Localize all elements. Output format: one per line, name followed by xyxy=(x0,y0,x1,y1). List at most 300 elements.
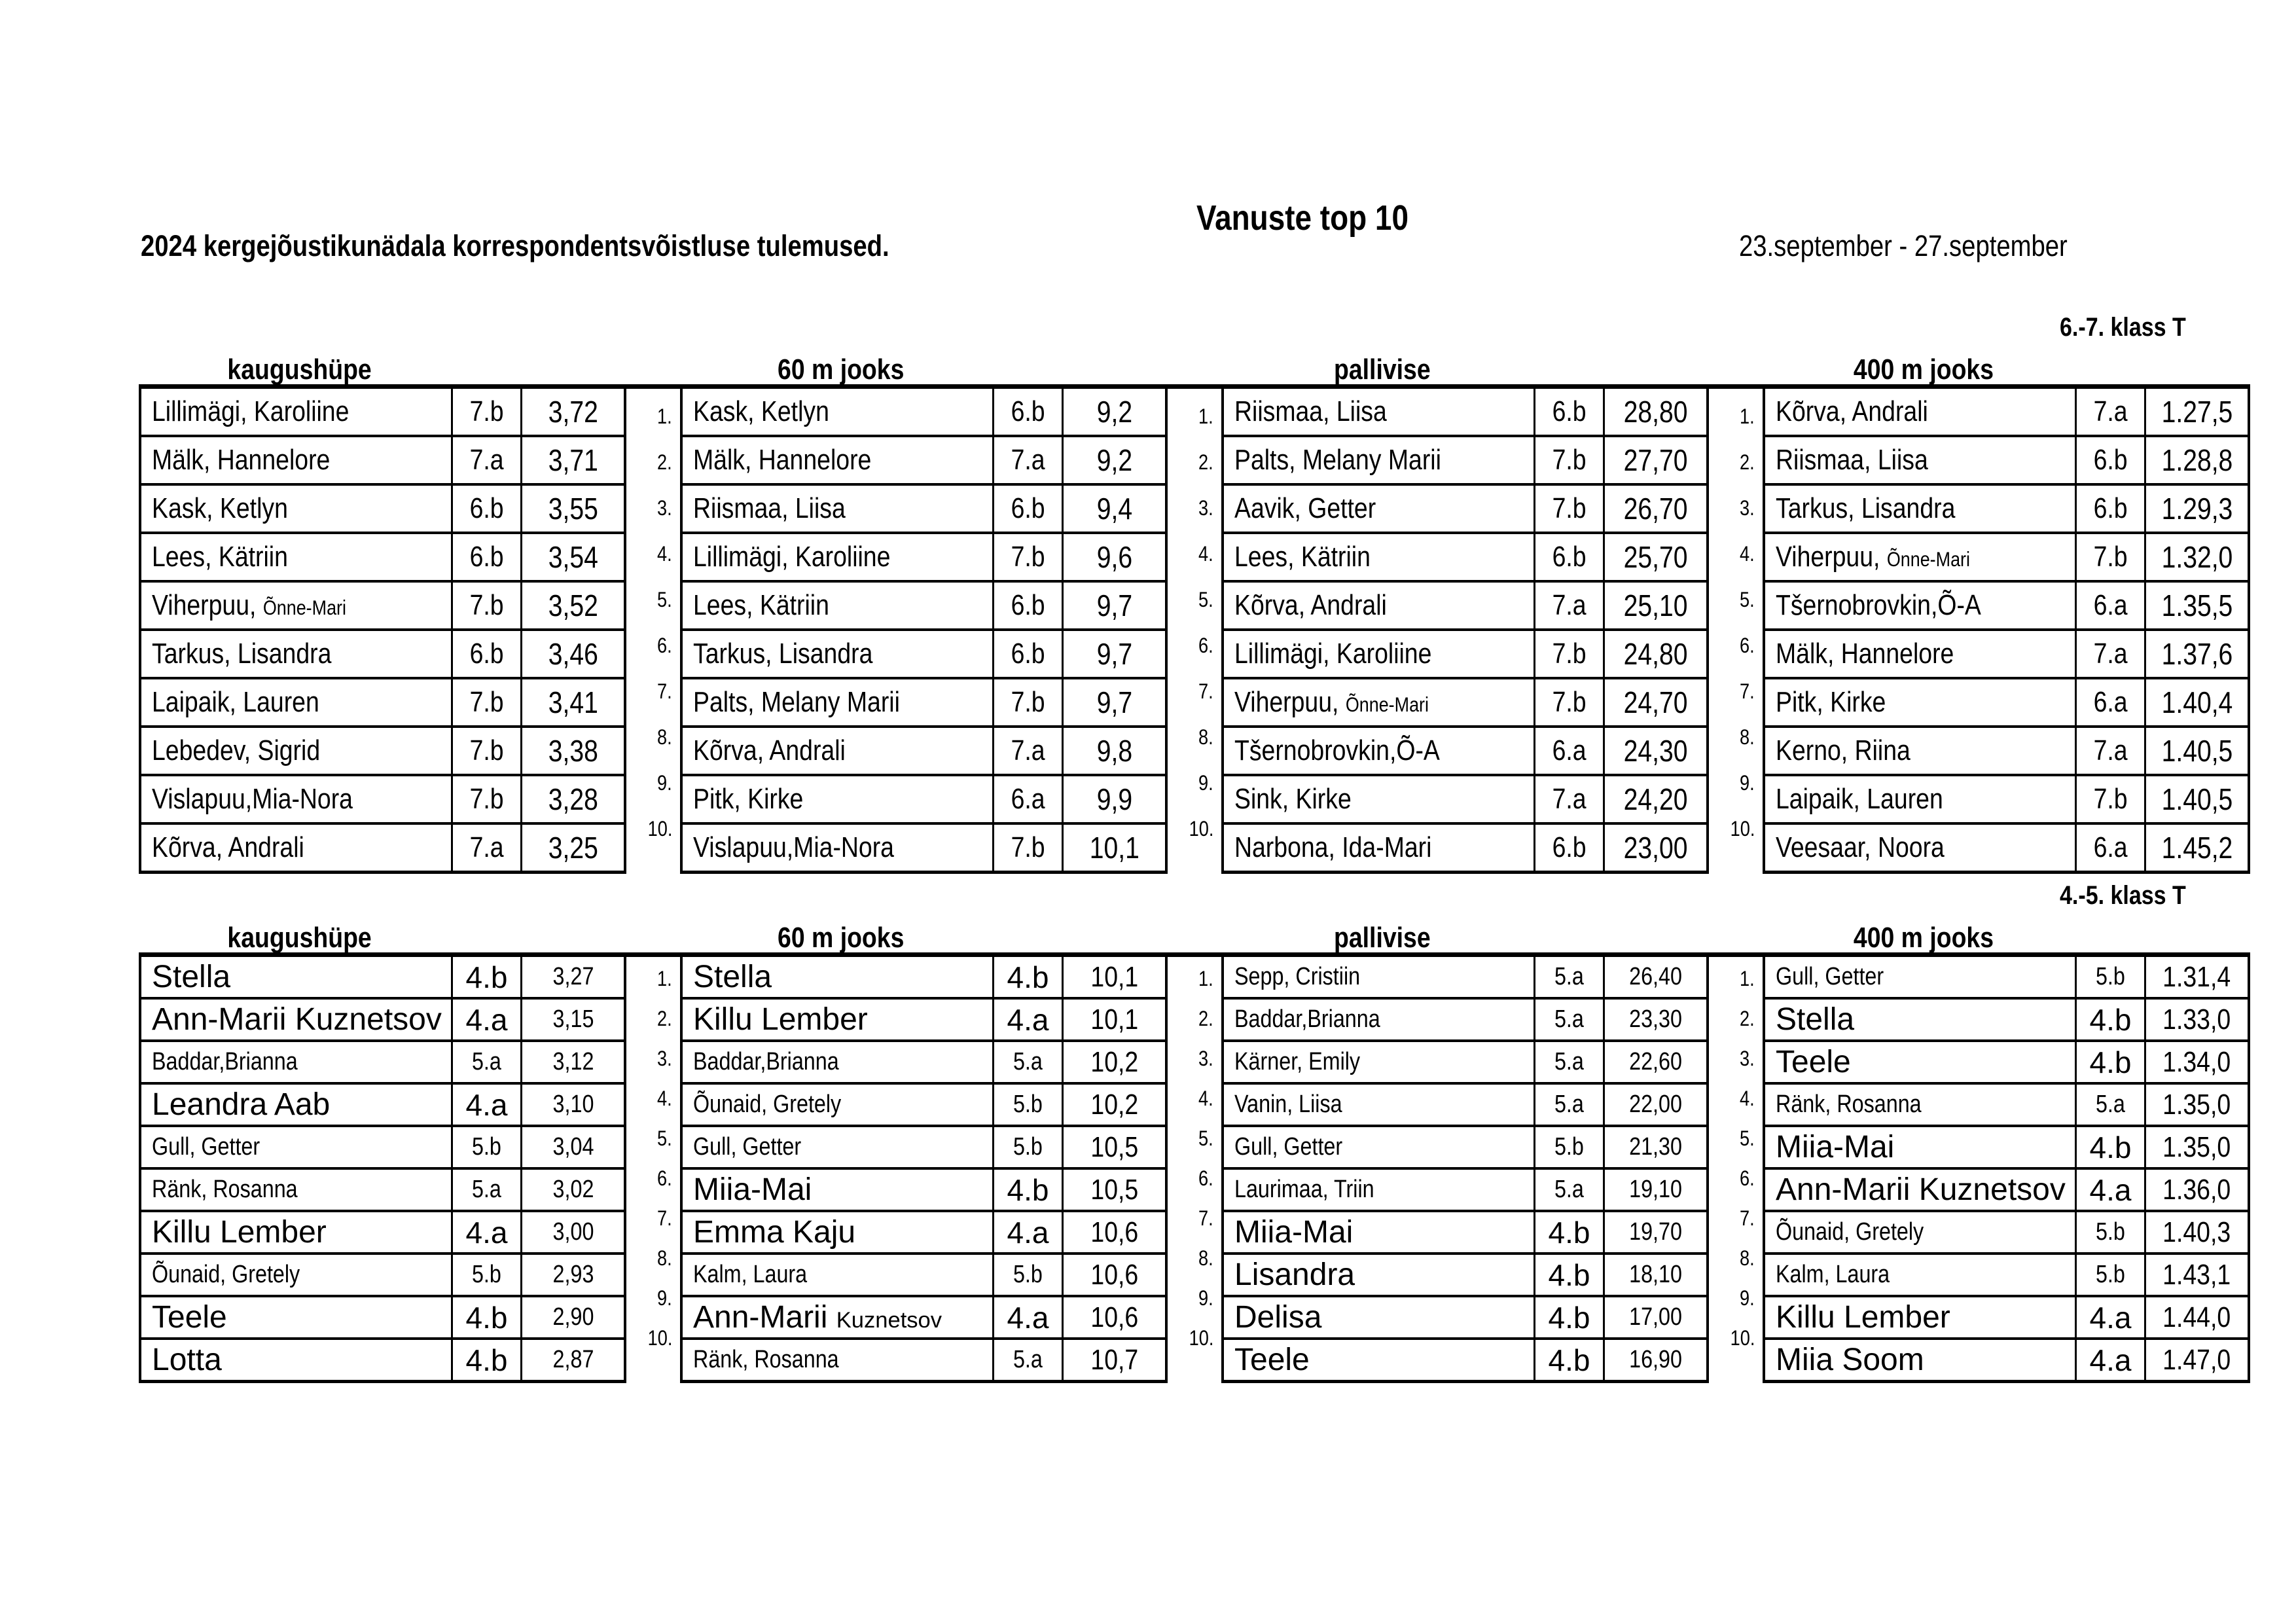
table-row xyxy=(683,486,1165,534)
rank-text: 10. xyxy=(1730,1326,1755,1350)
athlete-name: Kask, Ketlyn xyxy=(693,395,829,427)
result-value: 1.29,3 xyxy=(2161,492,2233,526)
class-cell xyxy=(2077,825,2146,871)
rank-text: 7. xyxy=(1198,1206,1213,1230)
athlete-name: Lillimägi, Karoliine xyxy=(693,541,891,573)
rank-cell xyxy=(626,1117,680,1157)
name-cell xyxy=(683,1127,994,1167)
name-cell xyxy=(683,1000,994,1039)
table-row xyxy=(141,1085,624,1127)
table-title xyxy=(1221,353,1543,386)
name-cell xyxy=(141,1170,453,1210)
result-cell xyxy=(2146,631,2248,677)
result-value: 3,52 xyxy=(548,588,598,623)
table-row xyxy=(141,1255,624,1297)
class-cell xyxy=(994,1297,1064,1337)
result-value: 1.36,0 xyxy=(2162,1173,2231,1206)
table-row xyxy=(1765,1255,2248,1297)
rank-cell xyxy=(1168,801,1221,847)
tables-row xyxy=(139,384,2250,874)
result-value: 1.40,3 xyxy=(2162,1216,2231,1248)
class-cell xyxy=(994,631,1064,677)
name-cell xyxy=(683,1340,994,1380)
rank-cell xyxy=(1709,1197,1763,1236)
name-cell xyxy=(141,1340,453,1380)
name-cell xyxy=(683,776,994,822)
result-cell xyxy=(2146,1255,2248,1295)
athlete-name: Lillimägi, Karoliine xyxy=(152,395,350,427)
section-label xyxy=(139,881,2186,911)
class-cell xyxy=(994,486,1064,532)
table-row xyxy=(1224,1000,1706,1042)
athlete-name: Lotta xyxy=(152,1343,222,1377)
class-value: 5.b xyxy=(2096,1218,2125,1246)
rank-text: 6. xyxy=(1198,634,1213,657)
result-value: 10,1 xyxy=(1090,1003,1138,1036)
athlete-name: Miia-Mai xyxy=(1776,1130,1895,1164)
rank-text: 5. xyxy=(657,588,672,611)
athlete-name: Baddar,Brianna xyxy=(693,1048,839,1075)
result-value: 9,7 xyxy=(1096,588,1132,623)
result-cell xyxy=(1605,1297,1706,1337)
result-value: 1.35,0 xyxy=(2162,1130,2231,1163)
rank-text: 8. xyxy=(1740,1246,1755,1270)
athlete-name: Sink, Kirke xyxy=(1234,783,1352,815)
name-cell xyxy=(141,1042,453,1082)
results-table-pallivise xyxy=(1221,957,1709,1383)
result-cell xyxy=(2146,1085,2248,1125)
rank-cell xyxy=(626,1037,680,1077)
athlete-name: Mälk, Hannelore xyxy=(693,444,872,476)
name-cell xyxy=(1224,679,1535,725)
result-cell xyxy=(2146,389,2248,435)
result-value: 1.33,0 xyxy=(2162,1003,2231,1036)
table-row xyxy=(1765,389,2248,437)
name-cell xyxy=(1765,1085,2077,1125)
class-cell xyxy=(1535,486,1605,532)
class-cell xyxy=(2077,583,2146,628)
result-value: 10,2 xyxy=(1090,1045,1138,1078)
class-value: 4.b xyxy=(465,1343,508,1377)
class-cell xyxy=(2077,631,2146,677)
class-cell xyxy=(994,1000,1064,1039)
result-cell xyxy=(1064,1255,1165,1295)
class-value: 5.b xyxy=(1554,1133,1584,1161)
table-row xyxy=(1765,1170,2248,1212)
athlete-name-suffix: Õnne-Mari xyxy=(1345,693,1429,716)
athlete-name: Leandra Aab xyxy=(152,1087,331,1122)
class-cell xyxy=(1535,1340,1605,1380)
athlete-name: Kärner, Emily xyxy=(1234,1048,1361,1075)
name-cell xyxy=(683,679,994,725)
table-row xyxy=(683,1340,1165,1380)
results-table-400-m-jooks xyxy=(1763,389,2250,874)
rank-text: 5. xyxy=(1198,1127,1213,1150)
class-value: 6.b xyxy=(1011,492,1045,524)
rank-cell xyxy=(1168,1316,1221,1356)
table-row xyxy=(1765,1000,2248,1042)
result-cell xyxy=(1605,486,1706,532)
name-cell xyxy=(141,389,453,435)
result-cell xyxy=(1064,679,1165,725)
athlete-name: Teele xyxy=(1776,1045,1851,1079)
class-value: 4.a xyxy=(2089,1172,2132,1207)
class-cell xyxy=(453,1212,522,1252)
result-cell xyxy=(1064,825,1165,871)
rank-cell xyxy=(1168,664,1221,710)
result-value: 18,10 xyxy=(1629,1261,1682,1288)
athlete-name: Kõrva, Andrali xyxy=(152,831,304,863)
result-value: 3,71 xyxy=(548,443,598,477)
table-row xyxy=(1224,728,1706,776)
athlete-name: Ann-Marii Kuznetsov xyxy=(152,1002,442,1037)
class-cell xyxy=(994,437,1064,483)
name-cell xyxy=(141,1297,453,1337)
class-value: 7.b xyxy=(1011,541,1045,573)
result-cell xyxy=(1605,583,1706,628)
name-cell xyxy=(1765,437,2077,483)
table-title xyxy=(139,922,461,954)
class-value: 7.b xyxy=(1552,444,1587,476)
name-cell xyxy=(683,486,994,532)
table-row xyxy=(141,1340,624,1380)
rank-cell xyxy=(626,997,680,1037)
name-cell xyxy=(1224,1212,1535,1252)
table-title-cell xyxy=(139,353,626,386)
rank-cell xyxy=(1709,664,1763,710)
result-cell xyxy=(1605,1170,1706,1210)
rank-cell xyxy=(1709,957,1763,997)
result-value: 3,27 xyxy=(552,963,594,990)
result-cell xyxy=(522,776,624,822)
result-value: 10,6 xyxy=(1090,1216,1138,1248)
rank-text: 1. xyxy=(657,405,672,428)
class-value: 7.a xyxy=(469,444,504,476)
athlete-name: Palts, Melany Marii xyxy=(693,686,900,718)
result-value: 1.44,0 xyxy=(2162,1301,2231,1333)
rank-text: 1. xyxy=(1740,967,1755,990)
class-cell xyxy=(994,776,1064,822)
table-row xyxy=(1765,728,2248,776)
class-value: 7.a xyxy=(1011,444,1045,476)
class-cell xyxy=(1535,437,1605,483)
class-value: 7.b xyxy=(1011,831,1045,863)
table-row xyxy=(1224,534,1706,583)
table-row xyxy=(683,728,1165,776)
rank-cell xyxy=(1709,1077,1763,1117)
result-cell xyxy=(2146,957,2248,997)
table-row xyxy=(683,389,1165,437)
class-cell xyxy=(2077,534,2146,580)
athlete-name: Miia-Mai xyxy=(1234,1215,1354,1250)
result-cell xyxy=(522,1255,624,1295)
table-row xyxy=(141,957,624,1000)
result-cell xyxy=(2146,1340,2248,1380)
table-row xyxy=(1224,957,1706,1000)
class-cell xyxy=(453,825,522,871)
rank-text: 9. xyxy=(657,771,672,795)
table-row xyxy=(1765,1042,2248,1085)
class-value: 6.b xyxy=(469,638,504,670)
class-value: 6.b xyxy=(2093,492,2128,524)
athlete-name: Vislapuu,Mia-Nora xyxy=(693,831,894,863)
table-row xyxy=(683,1042,1165,1085)
result-value: 3,72 xyxy=(548,395,598,429)
name-cell xyxy=(1224,1085,1535,1125)
result-value: 25,10 xyxy=(1623,588,1688,623)
result-cell xyxy=(1605,534,1706,580)
athlete-name: Õunaid, Gretely xyxy=(1776,1218,1924,1246)
athlete-name: Ann-Marii Kuznetsov xyxy=(693,1300,942,1335)
class-value: 4.a xyxy=(1007,1215,1049,1250)
result-cell xyxy=(1064,1297,1165,1337)
table-title-cell xyxy=(139,922,626,954)
rank-text: 10. xyxy=(1189,1326,1213,1350)
result-value: 10,5 xyxy=(1090,1130,1138,1163)
rank-text: 10. xyxy=(1189,817,1213,840)
table-title-text: kaugushüpe xyxy=(227,353,372,386)
table-row xyxy=(141,1000,624,1042)
class-value: 6.b xyxy=(469,541,504,573)
table-row xyxy=(1765,1212,2248,1255)
name-cell xyxy=(683,825,994,871)
result-cell xyxy=(522,1340,624,1380)
table-row xyxy=(1224,1212,1706,1255)
rank-cell xyxy=(1709,572,1763,618)
result-value: 10,7 xyxy=(1090,1343,1138,1376)
table-title-text: 400 m jooks xyxy=(1853,922,1994,954)
rank-cell xyxy=(626,1316,680,1356)
class-cell xyxy=(453,1340,522,1380)
rank-cell xyxy=(1709,1236,1763,1276)
athlete-name: Baddar,Brianna xyxy=(152,1048,298,1075)
result-value: 19,70 xyxy=(1629,1218,1682,1246)
rank-cell xyxy=(1168,1157,1221,1197)
class-value: 5.a xyxy=(1554,1048,1584,1075)
result-value: 3,41 xyxy=(548,685,598,719)
table-row xyxy=(1765,437,2248,486)
rank-cell xyxy=(1709,480,1763,526)
rank-cell xyxy=(626,435,680,480)
class-value: 7.a xyxy=(1011,734,1045,767)
class-value: 4.b xyxy=(1548,1257,1590,1292)
table-row xyxy=(1224,631,1706,679)
rank-cell xyxy=(1709,618,1763,664)
result-cell xyxy=(522,1127,624,1167)
table-row xyxy=(1765,679,2248,728)
name-cell xyxy=(141,1000,453,1039)
athlete-name: Tšernobrovkin,Õ-A xyxy=(1776,589,1981,621)
class-cell xyxy=(994,1127,1064,1167)
table-row xyxy=(683,1297,1165,1340)
results-table-pallivise xyxy=(1221,389,1709,874)
rank-cell xyxy=(1709,1157,1763,1197)
table-row xyxy=(1765,825,2248,871)
rank-text: 6. xyxy=(1740,1166,1755,1190)
athlete-name: Kalm, Laura xyxy=(693,1261,808,1288)
name-cell xyxy=(1224,534,1535,580)
result-value: 1.34,0 xyxy=(2162,1045,2231,1078)
name-cell xyxy=(1224,776,1535,822)
class-value: 5.a xyxy=(472,1048,501,1075)
table-title-cell xyxy=(1763,353,2250,386)
result-value: 3,00 xyxy=(552,1218,594,1246)
class-cell xyxy=(453,534,522,580)
class-cell xyxy=(994,389,1064,435)
rank-text: 2. xyxy=(657,450,672,474)
result-cell xyxy=(522,728,624,774)
rank-column xyxy=(1168,389,1221,874)
rank-cell xyxy=(1168,1197,1221,1236)
athlete-name: Teele xyxy=(152,1300,227,1335)
rank-cell xyxy=(1168,1077,1221,1117)
table-row xyxy=(1224,1085,1706,1127)
result-value: 24,20 xyxy=(1623,782,1688,816)
rank-cell xyxy=(1709,1276,1763,1316)
table-row xyxy=(1224,1170,1706,1212)
result-value: 3,25 xyxy=(548,831,598,865)
athlete-name: Kerno, Riina xyxy=(1776,734,1910,767)
athlete-name: Stella xyxy=(152,960,231,994)
athlete-name: Baddar,Brianna xyxy=(1234,1005,1380,1033)
name-cell xyxy=(1224,957,1535,997)
rank-text: 3. xyxy=(1740,496,1755,520)
athlete-name: Gull, Getter xyxy=(152,1133,260,1161)
class-cell xyxy=(453,1000,522,1039)
table-title-text: pallivise xyxy=(1334,353,1431,386)
result-value: 3,55 xyxy=(548,492,598,526)
class-cell xyxy=(994,583,1064,628)
table-row xyxy=(1224,1297,1706,1340)
table-title-cell xyxy=(680,922,1168,954)
athlete-name: Narbona, Ida-Mari xyxy=(1234,831,1432,863)
class-value: 6.a xyxy=(2093,686,2128,718)
athlete-name: Õunaid, Gretely xyxy=(693,1091,842,1118)
athlete-name: Vislapuu,Mia-Nora xyxy=(152,783,353,815)
athlete-name: Tarkus, Lisandra xyxy=(693,638,873,670)
result-cell xyxy=(1605,1255,1706,1295)
rank-text: 4. xyxy=(657,542,672,566)
table-title xyxy=(1221,922,1543,954)
rank-text: 5. xyxy=(1198,588,1213,611)
rank-cell xyxy=(1168,1037,1221,1077)
class-value: 6.b xyxy=(2093,444,2128,476)
class-value: 5.b xyxy=(1013,1091,1043,1118)
result-value: 10,6 xyxy=(1090,1301,1138,1333)
class-cell xyxy=(453,679,522,725)
result-cell xyxy=(1605,1000,1706,1039)
name-cell xyxy=(683,1255,994,1295)
rank-cell xyxy=(1168,755,1221,801)
table-row xyxy=(1765,534,2248,583)
rank-cell xyxy=(1709,389,1763,435)
name-cell xyxy=(141,486,453,532)
result-cell xyxy=(1064,1127,1165,1167)
name-cell xyxy=(1765,957,2077,997)
class-value: 5.a xyxy=(2096,1091,2125,1118)
table-row xyxy=(141,534,624,583)
result-value: 1.40,5 xyxy=(2161,782,2233,816)
name-cell xyxy=(683,583,994,628)
class-value: 7.b xyxy=(1552,492,1587,524)
class-value: 7.a xyxy=(2093,734,2128,767)
page-title: Vanuste top 10 xyxy=(1196,198,1408,238)
name-cell xyxy=(683,389,994,435)
name-cell xyxy=(1765,1297,2077,1337)
table-row xyxy=(683,583,1165,631)
rank-text: 10. xyxy=(647,817,672,840)
athlete-name: Laipaik, Lauren xyxy=(1776,783,1943,815)
class-cell xyxy=(994,1170,1064,1210)
athlete-name-suffix: Õnne-Mari xyxy=(1886,547,1970,571)
class-cell xyxy=(994,1212,1064,1252)
class-value: 5.b xyxy=(2096,1261,2125,1288)
result-value: 22,60 xyxy=(1629,1048,1682,1075)
result-value: 2,93 xyxy=(552,1261,594,1288)
name-cell xyxy=(1765,631,2077,677)
athlete-name: Riismaa, Liisa xyxy=(1776,444,1928,476)
result-cell xyxy=(2146,1042,2248,1082)
class-value: 4.a xyxy=(1007,1300,1049,1335)
result-value: 3,10 xyxy=(552,1091,594,1118)
class-cell xyxy=(1535,1170,1605,1210)
result-value: 1.32,0 xyxy=(2161,540,2233,574)
rank-cell xyxy=(626,710,680,755)
class-value: 4.b xyxy=(1007,960,1049,994)
rank-cell xyxy=(1168,957,1221,997)
name-cell xyxy=(1765,776,2077,822)
name-cell xyxy=(141,583,453,628)
athlete-name: Riismaa, Liisa xyxy=(693,492,846,524)
name-cell xyxy=(1765,728,2077,774)
class-value: 6.b xyxy=(1552,541,1587,573)
name-cell xyxy=(1765,1255,2077,1295)
class-cell xyxy=(994,1340,1064,1380)
class-cell xyxy=(994,1085,1064,1125)
table-row xyxy=(1224,1127,1706,1170)
class-cell xyxy=(1535,1042,1605,1082)
results-table-kaugushüpe xyxy=(139,957,626,1383)
class-value: 6.b xyxy=(1011,589,1045,621)
rank-text: 2. xyxy=(1740,1007,1755,1030)
result-cell xyxy=(522,389,624,435)
class-cell xyxy=(1535,776,1605,822)
name-cell xyxy=(1765,486,2077,532)
name-cell xyxy=(1765,1340,2077,1380)
result-value: 10,1 xyxy=(1090,960,1138,993)
result-value: 25,70 xyxy=(1623,540,1688,574)
result-cell xyxy=(1605,776,1706,822)
class-value: 7.a xyxy=(1552,589,1587,621)
result-value: 1.43,1 xyxy=(2162,1258,2231,1291)
result-value: 28,80 xyxy=(1623,395,1688,429)
result-cell xyxy=(1605,679,1706,725)
class-value: 6.b xyxy=(1011,638,1045,670)
table-title-text: 400 m jooks xyxy=(1853,353,1994,386)
class-cell xyxy=(1535,1085,1605,1125)
result-cell xyxy=(2146,679,2248,725)
name-cell xyxy=(1765,534,2077,580)
result-cell xyxy=(522,1170,624,1210)
rank-text: 9. xyxy=(1198,1286,1213,1310)
name-cell xyxy=(141,957,453,997)
rank-cell xyxy=(626,572,680,618)
athlete-name: Ränk, Rosanna xyxy=(1776,1091,1922,1118)
table-title xyxy=(1763,922,2085,954)
rank-cell xyxy=(1168,997,1221,1037)
class-cell xyxy=(994,825,1064,871)
athlete-name: Lebedev, Sigrid xyxy=(152,734,321,767)
